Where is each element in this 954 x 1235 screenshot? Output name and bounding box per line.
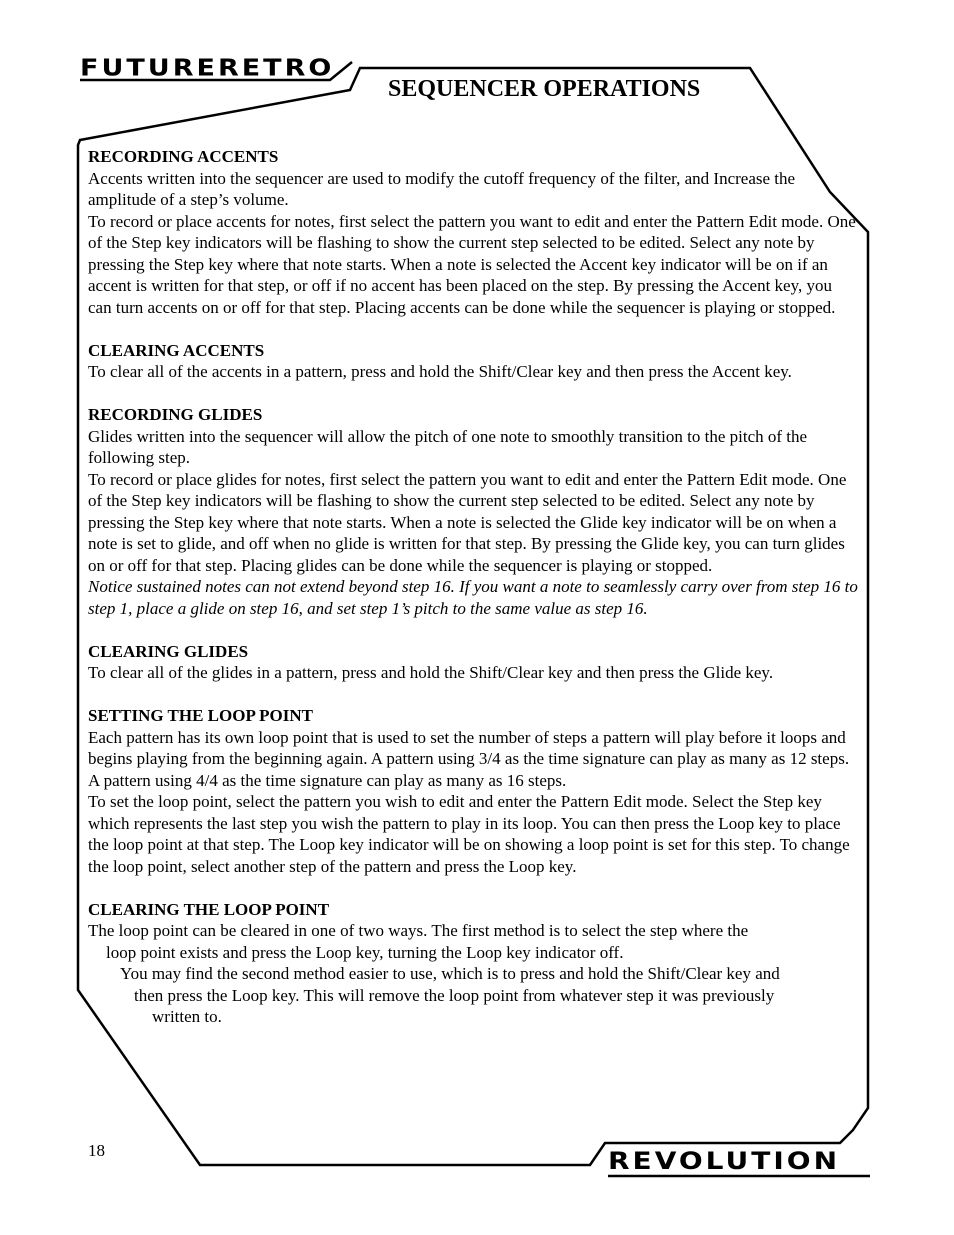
paragraph-line: You may find the second method easier to use, which is to press and hold the Shift/Clear key and xyxy=(120,964,780,983)
brand-logo-revolution: REVOLUTION xyxy=(608,1147,841,1176)
paragraph: To clear all of the accents in a pattern, press and hold the Shift/Clear key and then press the Accent key. xyxy=(88,362,792,381)
section-setting-loop-point xyxy=(88,705,858,877)
paragraph-line: loop point exists and press the Loop key, turning the Loop key indicator off. xyxy=(106,942,624,962)
section-recording-glides xyxy=(88,404,858,619)
brand-logo-futureretro: FUTURERETRO xyxy=(80,55,335,82)
paragraph: To record or place accents for notes, first select the pattern you want to edit and enter the Pattern Edit mode. One of the Step key indicators will be flashing to show the current step selected to be edited. Select any note by pressing the Step key where that note starts. When a note is selected the Accent key indicator will be on if an accent is written for that step, or off if no accent has been placed on the step. By pressing the Accent key, you can turn accents on or off for that step. Placing accents can be done while the sequencer is playing or stopped. xyxy=(88,211,856,317)
section-heading: RECORDING ACCENTS xyxy=(88,147,279,166)
paragraph: Each pattern has its own loop point that is used to set the number of steps a pattern will play before it loops and begins playing from the beginning again. A pattern using 3/4 as the time signature can play as many as 12 steps. A pattern using 4/4 as the time signature can play as many as 16 steps. xyxy=(88,727,850,790)
page-title: SEQUENCER OPERATIONS xyxy=(388,76,701,102)
paragraph: To record or place glides for notes, first select the pattern you want to edit and enter the Pattern Edit mode. One of the Step key indicators will be flashing to show the current step selected to be edited. Select any note by pressing the Step key where that note starts. When a note is selected the Glide key indicator will be on when a note is set to glide, and off when no glide is written for that step. By pressing the Glide key, you can turn glides on or off for that step. Placing glides can be done while the sequencer is playing or stopped. xyxy=(88,469,847,575)
paragraph-line: written to. xyxy=(152,1007,222,1026)
paragraph-line: The loop point can be cleared in one of two ways. The first method is to select the step where the xyxy=(88,921,749,940)
section-heading: CLEARING GLIDES xyxy=(88,641,249,661)
paragraph: Accents written into the sequencer are used to modify the cutoff frequency of the filter, and Increase the amplitude of a step’s volume. xyxy=(88,168,796,209)
paragraph: Glides written into the sequencer will allow the pitch of one note to smoothly transition to the pitch of the following step. xyxy=(88,426,808,467)
section-heading: CLEARING THE LOOP POINT xyxy=(88,899,330,919)
section-clearing-accents xyxy=(88,340,858,383)
paragraph-line: then press the Loop key. This will remove the loop point from whatever step it was previously xyxy=(134,985,775,1005)
section-heading: SETTING THE LOOP POINT xyxy=(88,706,314,725)
section-clearing-glides xyxy=(88,641,858,684)
section-heading: CLEARING ACCENTS xyxy=(88,340,265,360)
page-number: 18 xyxy=(88,1141,105,1160)
paragraph: To clear all of the glides in a pattern, press and hold the Shift/Clear key and then press the Glide key. xyxy=(88,663,774,682)
section-recording-accents xyxy=(88,146,858,318)
italic-note: Notice sustained notes can not extend beyond step 16. If you want a note to seamlessly carry over from step 16 to step 1, place a glide on step 16, and set step 1’s pitch to the same value as step 16. xyxy=(88,577,858,618)
section-heading: RECORDING GLIDES xyxy=(88,405,263,424)
document-body xyxy=(88,146,858,1049)
paragraph: To set the loop point, select the pattern you wish to edit and enter the Pattern Edit mode. Select the Step key which represents the last step you wish the pattern to play in its loop. You can then press the Loop key to place the loop point at that step. The Loop key indicator will be on showing a loop point is set for this step. To change the loop point, select another step of the pattern and press the Loop key. xyxy=(88,792,850,876)
section-clearing-loop-point xyxy=(88,899,858,1028)
